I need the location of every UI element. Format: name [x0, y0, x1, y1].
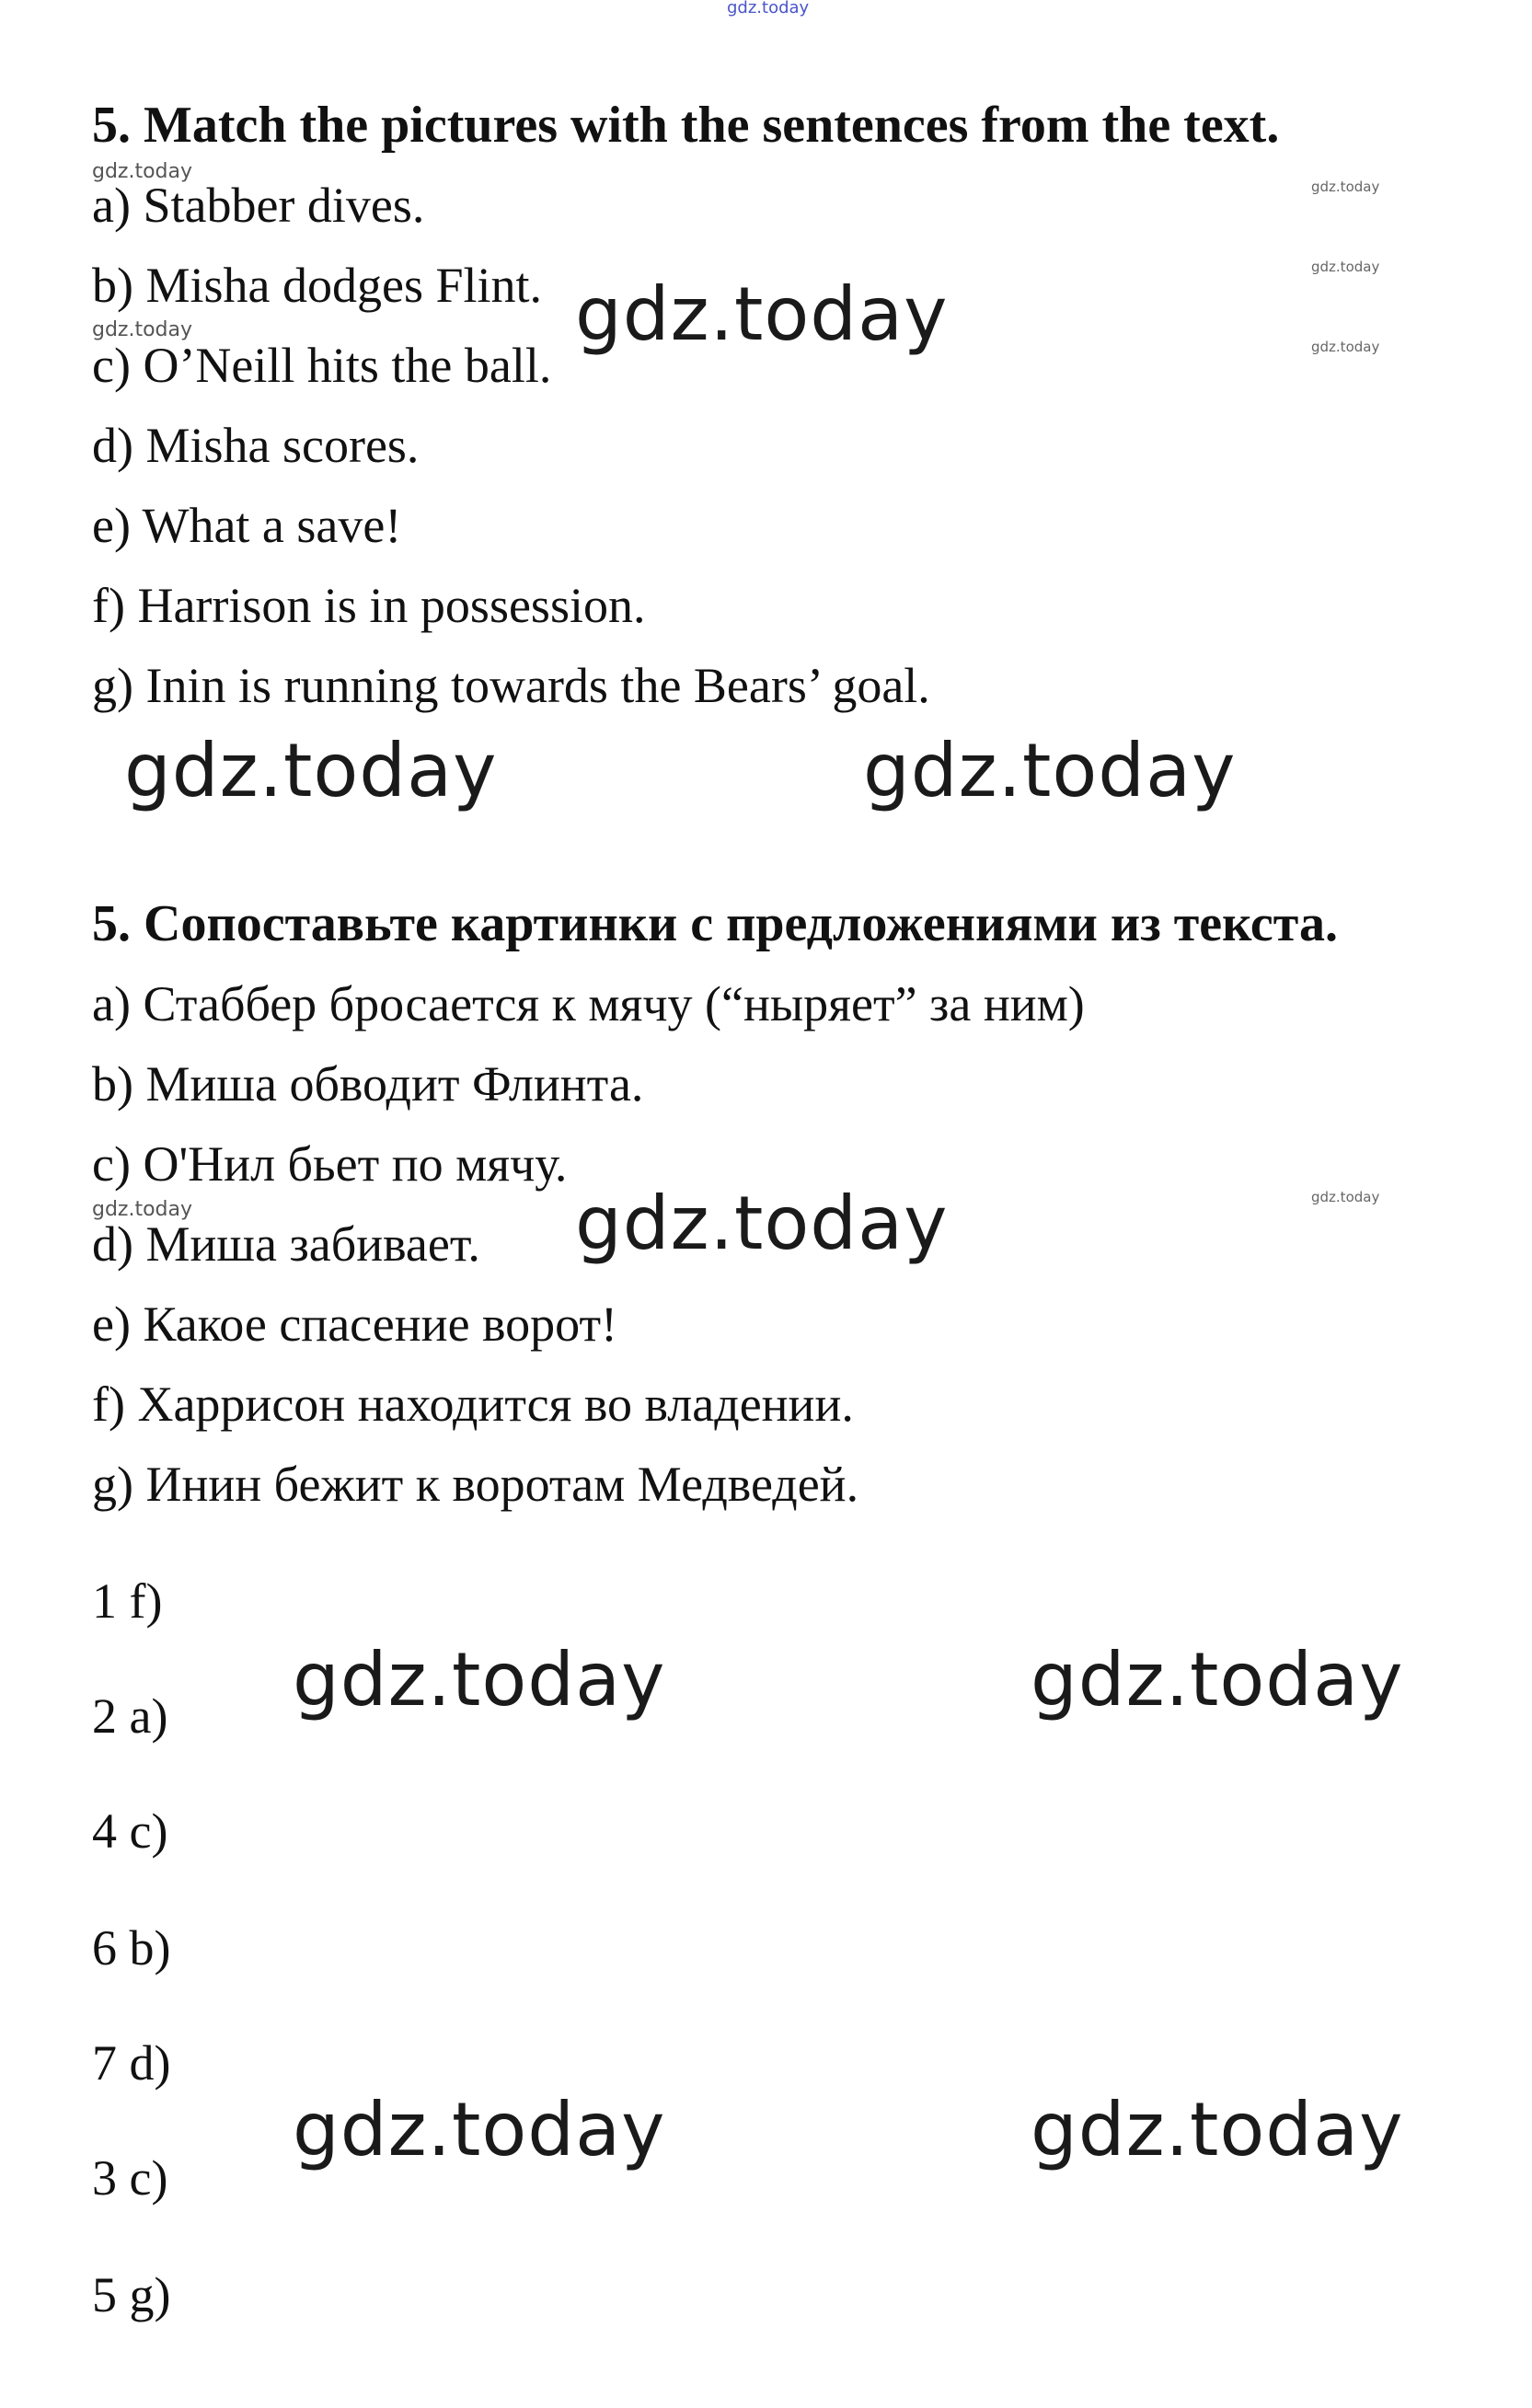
english-heading: 5. Match the pictures with the sentences from the text.: [92, 97, 1280, 154]
answer-3: 4 c): [92, 1803, 168, 1859]
english-item-d: d) Misha scores.: [92, 418, 420, 473]
watermark-large: gdz.today: [1031, 1637, 1404, 1722]
english-item-e: e) What a save!: [92, 498, 402, 553]
russian-item-e: e) Какое спасение ворот!: [92, 1296, 618, 1352]
watermark-small: gdz.today: [92, 1198, 193, 1221]
watermark-large: gdz.today: [1031, 2087, 1404, 2172]
answer-2: 2 a): [92, 1688, 168, 1744]
answer-4: 6 b): [92, 1920, 171, 1976]
russian-item-b: b) Миша обводит Флинта.: [92, 1056, 644, 1112]
watermark-large: gdz.today: [575, 271, 949, 357]
watermark-small: gdz.today: [92, 160, 193, 183]
english-item-f: f) Harrison is in possession.: [92, 578, 646, 633]
watermark-large: gdz.today: [863, 728, 1237, 813]
watermark-top: gdz.today: [727, 0, 810, 17]
answer-5: 7 d): [92, 2035, 171, 2091]
watermark-tiny: gdz.today: [1311, 259, 1380, 275]
english-item-g: g) Inin is running towards the Bears’ goal.: [92, 658, 930, 713]
answer-6: 3 c): [92, 2150, 168, 2206]
watermark-large: gdz.today: [575, 1181, 949, 1266]
russian-item-d: d) Миша забивает.: [92, 1216, 480, 1272]
watermark-tiny: gdz.today: [1311, 1189, 1380, 1205]
watermark-large: gdz.today: [293, 2087, 666, 2172]
answer-1: 1 f): [92, 1573, 163, 1629]
watermark-large: gdz.today: [293, 1637, 666, 1722]
english-item-c: c) O’Neill hits the ball.: [92, 338, 552, 393]
russian-item-a: a) Стаббер бросается к мячу (“ныряет” за ним): [92, 976, 1085, 1031]
russian-item-c: c) O'Нил бьет по мячу.: [92, 1136, 568, 1192]
watermark-tiny: gdz.today: [1311, 339, 1380, 355]
russian-item-f: f) Харрисон находится во владении.: [92, 1377, 854, 1432]
answer-7: 5 g): [92, 2267, 171, 2322]
watermark-small: gdz.today: [92, 318, 193, 341]
watermark-tiny: gdz.today: [1311, 179, 1380, 195]
english-item-a: a) Stabber dives.: [92, 178, 425, 233]
russian-heading: 5. Сопоставьте картинки с предложениями из текста.: [92, 895, 1338, 952]
russian-item-g: g) Инин бежит к воротам Медведей.: [92, 1457, 859, 1512]
watermark-large: gdz.today: [124, 728, 498, 813]
english-item-b: b) Misha dodges Flint.: [92, 258, 543, 313]
